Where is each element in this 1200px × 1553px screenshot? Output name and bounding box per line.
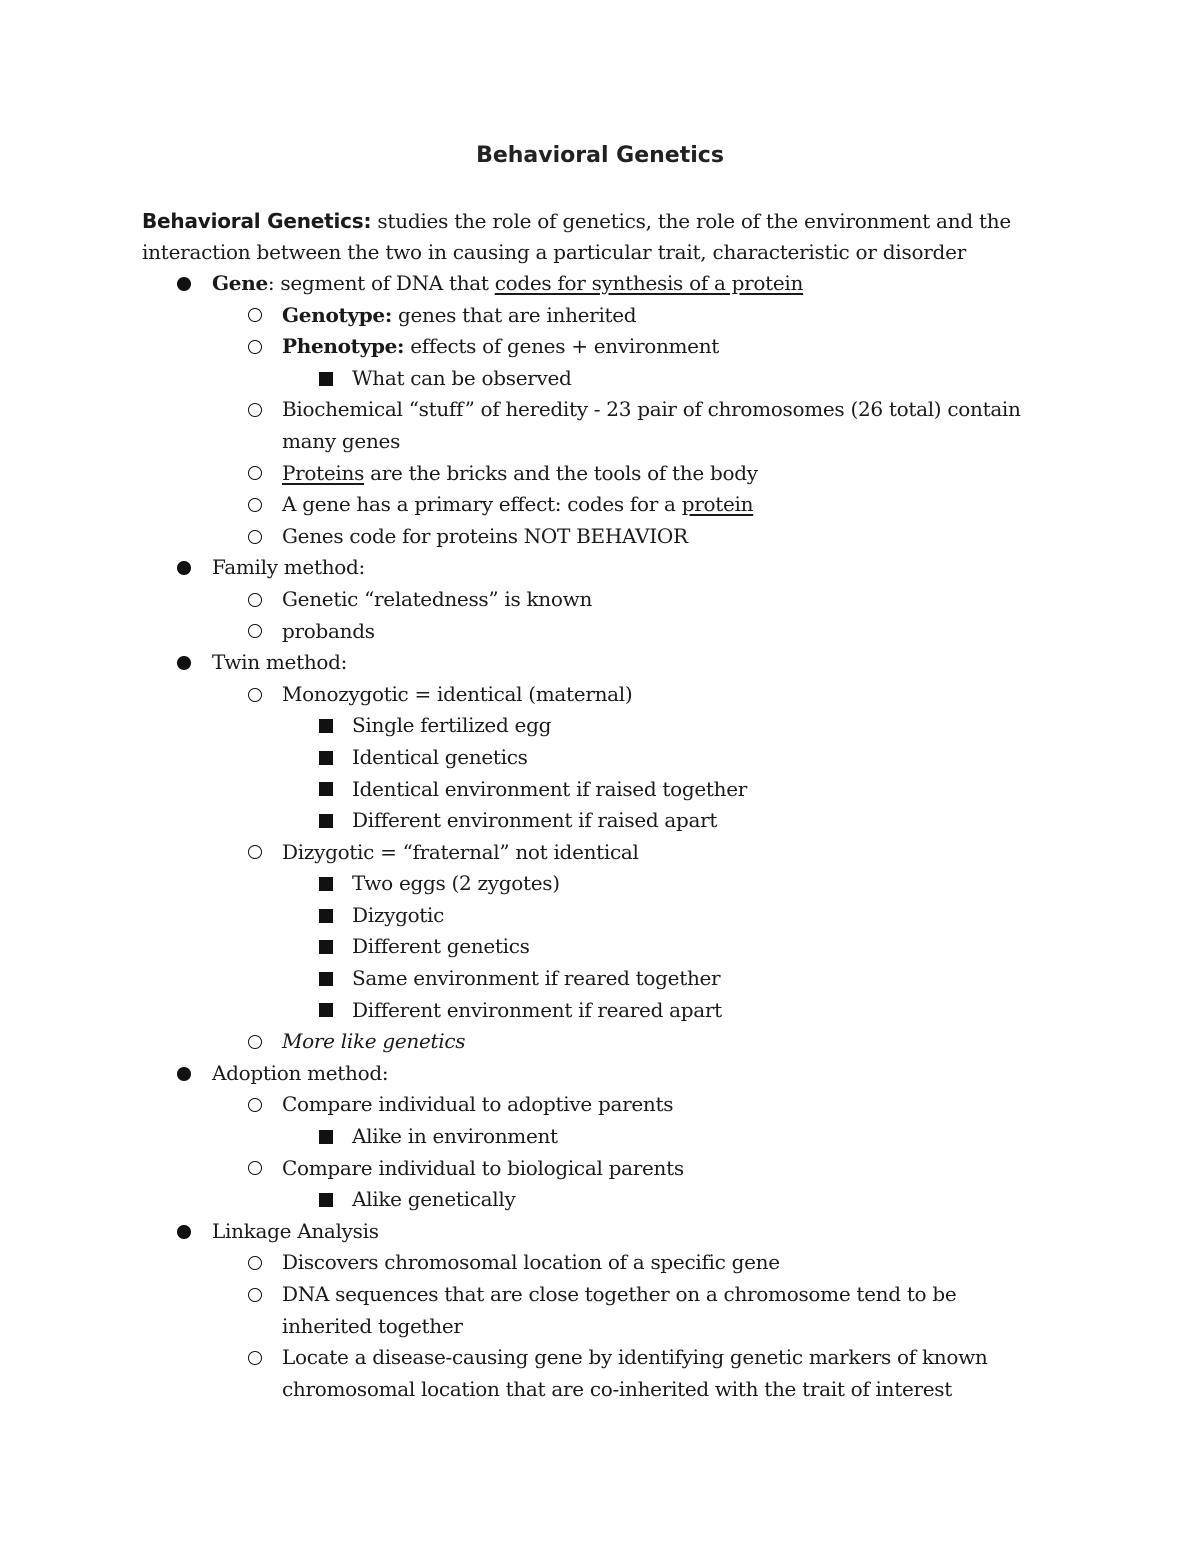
hollow-circle-bullet-icon xyxy=(248,1089,262,1121)
list-item-text: Family method: xyxy=(212,555,365,580)
square-bullet-icon xyxy=(319,710,333,742)
list-item-text: Dizygotic xyxy=(352,902,445,927)
filled-circle-bullet-icon xyxy=(177,268,191,300)
list-item-text: Two eggs (2 zygotes) xyxy=(352,871,560,896)
square-bullet-icon xyxy=(319,931,333,963)
list-item-text: Linkage Analysis xyxy=(212,1218,379,1243)
list-item-dizygotic-sub xyxy=(142,900,1052,932)
list-item-dna-sequences xyxy=(142,1279,1052,1342)
hollow-circle-bullet-icon xyxy=(248,521,262,553)
square-bullet-icon xyxy=(319,963,333,995)
list-item-text: Identical environment if raised together xyxy=(352,776,748,801)
gene-term: Gene xyxy=(212,271,268,295)
list-item-text: Discovers chromosomal location of a specific gene xyxy=(282,1250,780,1275)
list-item-proteins xyxy=(142,458,1052,490)
list-item-gene xyxy=(142,268,1052,300)
list-item-linkage-analysis xyxy=(142,1216,1052,1248)
list-item-text: Twin method: xyxy=(212,650,348,675)
list-item-different-environment-raised xyxy=(142,805,1052,837)
primary-underlined: protein xyxy=(681,492,754,517)
primary-text: A gene has a primary effect: codes for a xyxy=(282,492,682,517)
list-item-text: Genes code for proteins NOT BEHAVIOR xyxy=(282,523,688,548)
list-item-monozygotic xyxy=(142,679,1052,711)
proteins-text: are the bricks and the tools of the body xyxy=(364,460,758,485)
list-item-text: Compare individual to biological parents xyxy=(282,1155,684,1180)
list-item-text: Monozygotic = identical (maternal) xyxy=(282,681,633,706)
hollow-circle-bullet-icon xyxy=(248,458,262,490)
filled-circle-bullet-icon xyxy=(177,647,191,679)
list-item-genotype xyxy=(142,300,1052,332)
genotype-term: Genotype: xyxy=(282,302,392,327)
list-item-text: Dizygotic = “fraternal” not identical xyxy=(282,839,639,864)
square-bullet-icon xyxy=(319,742,333,774)
list-item-primary-effect xyxy=(142,489,1052,521)
list-item-text: Biochemical “stuff” of heredity - 23 pair of chromosomes (26 total) contain many genes xyxy=(282,397,1021,453)
hollow-circle-bullet-icon xyxy=(248,394,262,426)
hollow-circle-bullet-icon xyxy=(248,1279,262,1311)
list-item-locate-gene xyxy=(142,1342,1052,1405)
list-item-text: More like genetics xyxy=(282,1029,466,1054)
square-bullet-icon xyxy=(319,868,333,900)
square-bullet-icon xyxy=(319,805,333,837)
list-item-text: Alike genetically xyxy=(352,1187,516,1212)
list-item-text: Compare individual to adoptive parents xyxy=(282,1092,674,1117)
intro-paragraph xyxy=(142,206,1052,268)
list-item-text: Same environment if reared together xyxy=(352,966,721,991)
hollow-circle-bullet-icon xyxy=(248,1026,262,1058)
list-item-single-egg xyxy=(142,710,1052,742)
list-item-discovers xyxy=(142,1247,1052,1279)
gene-underlined: codes for synthesis of a protein xyxy=(494,271,804,295)
hollow-circle-bullet-icon xyxy=(248,489,262,521)
hollow-circle-bullet-icon xyxy=(248,331,262,363)
phenotype-term: Phenotype: xyxy=(282,334,405,359)
list-item-probands xyxy=(142,616,1052,648)
square-bullet-icon xyxy=(319,900,333,932)
list-item-text: Different environment if raised apart xyxy=(352,808,718,833)
list-item-text: Locate a disease-causing gene by identifying genetic markers of known chromosomal location that are co-inherited with the trait of interest xyxy=(282,1345,988,1401)
gene-text: : segment of DNA that xyxy=(267,271,495,295)
list-item-family-method xyxy=(142,552,1052,584)
hollow-circle-bullet-icon xyxy=(248,1153,262,1185)
list-item-identical-environment xyxy=(142,774,1052,806)
list-item-dizygotic xyxy=(142,837,1052,869)
list-item-text: probands xyxy=(282,618,375,643)
list-item-not-behavior xyxy=(142,521,1052,553)
square-bullet-icon xyxy=(319,774,333,806)
list-item-text: Identical genetics xyxy=(352,744,528,769)
list-item-adoptive-parents xyxy=(142,1089,1052,1121)
hollow-circle-bullet-icon xyxy=(248,584,262,616)
document-title: Behavioral Genetics xyxy=(476,143,724,168)
list-item-two-eggs xyxy=(142,868,1052,900)
list-item-text: Alike in environment xyxy=(352,1124,558,1149)
list-item-biological-parents xyxy=(142,1153,1052,1185)
list-item-alike-environment xyxy=(142,1121,1052,1153)
hollow-circle-bullet-icon xyxy=(248,1247,262,1279)
list-item-alike-genetically xyxy=(142,1184,1052,1216)
list-item-text: Genetic “relatedness” is known xyxy=(282,586,593,611)
list-item-more-like-genetics xyxy=(142,1026,1052,1058)
list-item-text: Different genetics xyxy=(352,934,530,959)
square-bullet-icon xyxy=(319,1121,333,1153)
filled-circle-bullet-icon xyxy=(177,1058,191,1090)
intro-text: studies the role of genetics, the role of the environment and the interaction between the two in causing a particular trait, characteristic or disorder xyxy=(142,209,1011,264)
square-bullet-icon xyxy=(319,995,333,1027)
list-item-different-environment-reared xyxy=(142,995,1052,1027)
proteins-underlined: Proteins xyxy=(282,460,365,485)
list-item-text: Adoption method: xyxy=(212,1060,389,1085)
intro-term: Behavioral Genetics: xyxy=(142,209,372,233)
list-item-biochemical xyxy=(142,394,1052,457)
hollow-circle-bullet-icon xyxy=(248,616,262,648)
list-item-phenotype xyxy=(142,331,1052,363)
list-item-identical-genetics xyxy=(142,742,1052,774)
hollow-circle-bullet-icon xyxy=(248,837,262,869)
hollow-circle-bullet-icon xyxy=(248,1342,262,1374)
list-item-different-genetics xyxy=(142,931,1052,963)
filled-circle-bullet-icon xyxy=(177,1216,191,1248)
filled-circle-bullet-icon xyxy=(177,552,191,584)
list-item-text: DNA sequences that are close together on a chromosome tend to be inherited together xyxy=(282,1282,957,1338)
square-bullet-icon xyxy=(319,1184,333,1216)
list-item-text: Single fertilized egg xyxy=(352,713,552,738)
list-item-text: What can be observed xyxy=(352,365,572,390)
document-body xyxy=(142,206,1052,1405)
hollow-circle-bullet-icon xyxy=(248,679,262,711)
list-item-twin-method xyxy=(142,647,1052,679)
genotype-text: genes that are inherited xyxy=(391,302,637,327)
square-bullet-icon xyxy=(319,363,333,395)
list-item-observed xyxy=(142,363,1052,395)
list-item-adoption-method xyxy=(142,1058,1052,1090)
list-item-text: Different environment if reared apart xyxy=(352,997,722,1022)
list-item-relatedness xyxy=(142,584,1052,616)
hollow-circle-bullet-icon xyxy=(248,300,262,332)
list-item-same-environment xyxy=(142,963,1052,995)
phenotype-text: effects of genes + environment xyxy=(404,334,720,359)
